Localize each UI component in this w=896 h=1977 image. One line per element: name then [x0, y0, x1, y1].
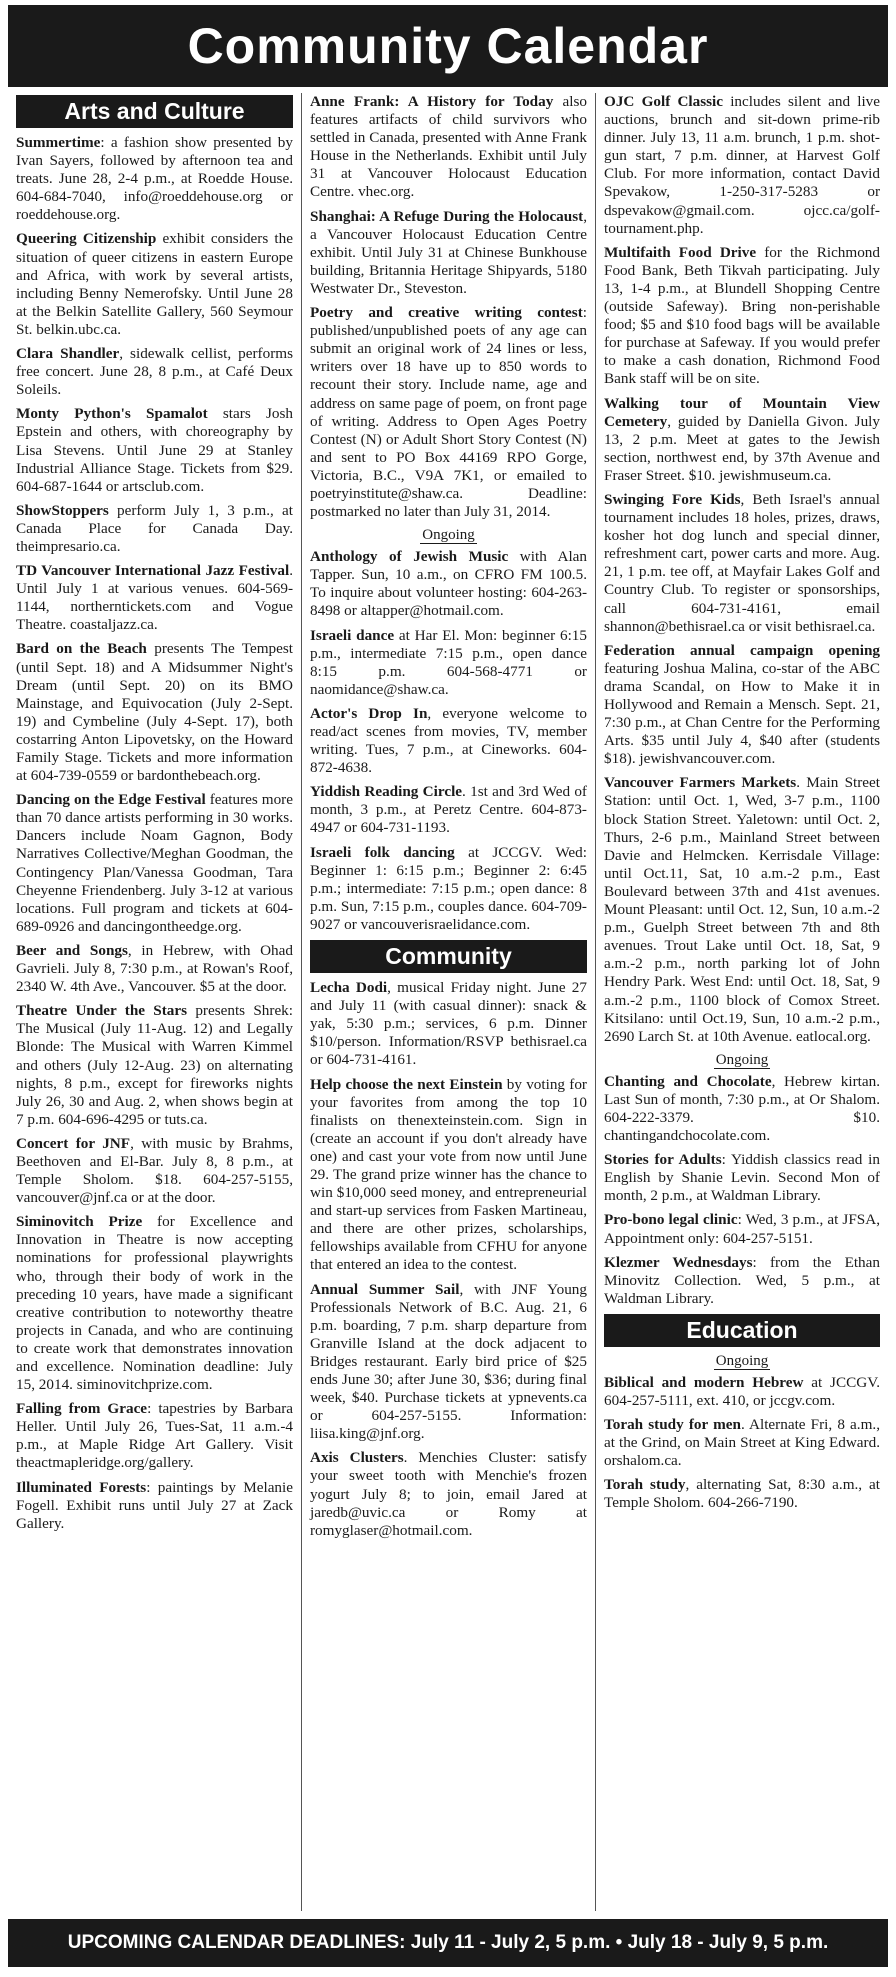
calendar-entry [16, 345, 293, 399]
calendar-entry [16, 791, 293, 936]
calendar-entry [604, 1073, 880, 1145]
entry-text: exhibit considers the situation of queer citizens in eastern Europe and Africa, with work by several artists, including Benny Nemerofsky. Until June 28 at the Belkin Satellite Gallery, 560 Seymour St. belkin.ubc.ca. [16, 230, 293, 338]
entry-title: Bard on the Beach [16, 640, 147, 658]
ongoing-label: Ongoing [715, 1051, 769, 1068]
calendar-entry [16, 230, 293, 339]
entry-title: TD Vancouver International Jazz Festival [16, 562, 290, 580]
entry-text: , alternating Sat, 8:30 a.m., at Temple Sholom. 604-266-7190. [604, 1476, 880, 1512]
entry-text: at JCCGV. Wed: Beginner 1: 6:15 p.m.; Beginner 2: 6:45 p.m.; intermediate: 7:15 p.m.; open dance: 8 p.m. Sun, 7:15 p.m., couples dance. 604-709-9027 or vancouverisraelidance.com. [310, 843, 587, 933]
entry-title: Anne Frank: A History for Today [310, 93, 554, 110]
calendar-entry [604, 1211, 880, 1247]
entry-text: : tapestries by Barbara Heller. Until July 26, Tues-Sat, 11 a.m.-4 p.m., at Maple Ridge Art Gallery. Visit theactmapleridge.org/gallery. [16, 1400, 294, 1472]
entry-title: Queering Citizenship [16, 230, 157, 248]
entry-title: Help choose the next Einstein [310, 1075, 503, 1093]
ongoing-subheader [604, 1353, 880, 1370]
entry-title: Torah study for men [604, 1416, 741, 1434]
entry-text: presents Shrek: The Musical (July 11-Aug. 12) and Legally Blonde: The Musical with Warren Kimmel and others (July 12-Aug. 23) on alternating nights, 8 p.m., except for fireworks nights July 26, 30 and Aug. 2, when shows begin at 7 p.m. 604-696-4295 or tuts.ca. [16, 1002, 293, 1128]
entry-title: Beer and Songs [16, 941, 128, 959]
entry-title: Stories for Adults [604, 1151, 722, 1169]
section-header-education: Education [604, 1314, 880, 1347]
entry-text: : Yiddish classics read in English by Shanie Levin. Second Mon of month, 2 p.m., at Waldman Library. [604, 1151, 880, 1205]
entry-text: , with JNF Young Professionals Network of B.C. Aug. 21, 6 p.m. boarding, 7 p.m. sharp departure from Granville Island at the dock adjacent to Bridges restaurant. Early bird price of $25 ends June 30; after June 30, $36; during final week, $40. Purchase tickets at ypnevents.ca or 604-257-5155. Information: liisa.king@jnf.org. [310, 1280, 587, 1443]
entry-title: Concert for JNF [16, 1134, 131, 1152]
entry-title: Dancing on the Edge Festival [16, 791, 206, 809]
entry-text: . Alternate Fri, 8 a.m., at the Grind, on Main Street at King Edward. orshalom.ca. [604, 1416, 880, 1470]
entry-text: also features artifacts of child survivors who settled in Canada, presented with Anne Frank House in the Netherlands. Exhibit until July 31 at Vancouver Holocaust Education Centre. vhec.org. [310, 93, 587, 201]
calendar-entry [604, 1374, 880, 1410]
calendar-entry [604, 1254, 880, 1308]
ongoing-subheader [310, 527, 587, 544]
calendar-entry [604, 244, 880, 389]
entry-text: with Alan Tapper. Sun, 10 a.m., on CFRO FM 100.5. To inquire about volunteer hosting: 604-263-8498 or altapper@hotmail.com. [310, 548, 587, 620]
ongoing-subheader [604, 1052, 880, 1069]
entry-title: Falling from Grace [16, 1400, 148, 1418]
entry-text: by voting for your favorites from among the top 10 finalists on thenexteinstein.com. Sign in (create an account if you don't already have one) and cast your vote from now until June 29. The grand prize winner has the chance to win $10,000 seed money, and entrepreneurial and start-up services from Fasken Martineau, and there are other prizes, scholarships, fellowships available from CFHU for anyone that entered an idea to the contest. [310, 1075, 587, 1274]
entry-title: ShowStoppers [16, 501, 109, 519]
entry-text: : paintings by Melanie Fogell. Exhibit runs until July 27 at Zack Gallery. [16, 1478, 293, 1532]
calendar-entry [604, 642, 880, 769]
entry-title: OJC Golf Classic [604, 93, 724, 110]
entry-text: perform July 1, 3 p.m., at Canada Place for Canada Day. theimpresario.ca. [16, 501, 293, 555]
community-list-continued [604, 93, 880, 1046]
calendar-entry [310, 705, 587, 777]
entry-title: Siminovitch Prize [16, 1213, 143, 1231]
entry-title: Pro-bono legal clinic [604, 1211, 738, 1229]
deadlines-footer: UPCOMING CALENDAR DEADLINES: July 11 - July 2, 5 p.m. • July 18 - July 9, 5 p.m. [8, 1919, 888, 1967]
calendar-entry [310, 1281, 587, 1444]
calendar-entry [604, 1151, 880, 1205]
entry-text: stars Josh Epstein and others, with choreography by Lisa Stevens. Until June 29 at Stanley Industrial Alliance Stage. Tickets from $29. 604-687-1644 or artsclub.com. [16, 405, 293, 495]
entry-text: . Until July 1 at various venues. 604-569-1144, northerntickets.com and Vogue Theatre. coastaljazz.ca. [16, 562, 293, 634]
entry-text: , in Hebrew, with Ohad Gavrieli. July 8, 7:30 p.m., at Rowan's Roof, 2340 W. 4th Ave., Vancouver. $5 at the door. [16, 941, 293, 996]
calendar-entry [604, 1416, 880, 1470]
entry-title: Theatre Under the Stars [16, 1002, 188, 1020]
entry-text: : a fashion show presented by Ivan Sayers, followed by afternoon tea and treats. June 28, 2-4 p.m., at Roedde House. 604-684-7040, info@roeddehouse.org or roeddehouse.org. [16, 134, 293, 224]
calendar-entry [16, 405, 293, 495]
entry-text: features more than 70 dance artists performing in 30 works. Dancers include Noam Gagnon, Body Narratives Collective/Meghan Goodman, the Contingency Plan/Vanessa Goodman, Tara Cheyenne Friendenberg. July 3-12 at various locations. Full program and tickets at 604-689-0926 and dancingontheedge.org. [16, 791, 293, 935]
entry-text: , Beth Israel's annual tournament includes 18 holes, prizes, draws, kosher hot dog lunch and special dinner, refreshment cart, power carts and more. Aug. 21, 1 p.m. tee off, at Mayfair Lakes Golf and Country Club. To register or sponsorships, call 604-731-4161, email shannon@bethisrael.ca or visit bethisrael.ca. [604, 490, 881, 635]
entry-text: , a Vancouver Holocaust Education Centre exhibit. Until July 31 at Chinese Bunkhouse building, Britannia Heritage Shipyards, 5180 Westwater Dr., Steveston. [310, 207, 587, 297]
calendar-entry [16, 640, 293, 785]
entry-title: Anthology of Jewish Music [310, 548, 509, 566]
calendar-entry [604, 395, 880, 485]
calendar-columns [8, 93, 888, 1911]
calendar-entry [310, 208, 587, 298]
entry-title: Illuminated Forests [16, 1478, 147, 1496]
entry-title: Multifaith Food Drive [604, 243, 757, 261]
entry-title: Monty Python's Spamalot [16, 405, 208, 423]
calendar-entry [310, 783, 587, 837]
entry-text: , guided by Daniella Givon. July 13, 2 p.m. Meet at gates to the Jewish section, northwest end, by 37th Avenue and Fraser Street. $10. jewishmuseum.ca. [604, 412, 880, 484]
entry-text: . 1st and 3rd Wed of month, 3 p.m., at Peretz Centre. 604-873-4947 or 604-731-1193. [310, 783, 587, 837]
entry-text: presents The Tempest (until Sept. 18) and A Midsummer Night's Dream (until Sept. 20) on its BMO Mainstage, and Equivocation (July 2-Sept. 19) and Cymbeline (July 4-Sept. 17), both costarring Anton Lipovetsky, on the Howard Family Stage. Tickets and more information at 604-739-0559 or bardonthebeach.org. [16, 640, 293, 785]
calendar-entry [604, 491, 880, 636]
entry-text: , with music by Brahms, Beethoven and El-Bar. July 8, 8 p.m., at Temple Sholom. $18. 604-257-5155, vancouver@jnf.ca or at the door. [16, 1134, 293, 1207]
education-list [604, 1374, 880, 1513]
calendar-entry [16, 502, 293, 556]
entry-title: Torah study [604, 1476, 686, 1494]
entry-title: Biblical and modern Hebrew [604, 1373, 804, 1391]
calendar-entry [16, 134, 293, 224]
calendar-entry [604, 93, 880, 238]
calendar-entry [16, 1135, 293, 1207]
entry-text: : Wed, 3 p.m., at JFSA, Appointment only: 604-257-5151. [604, 1211, 880, 1247]
section-header-community: Community [310, 940, 587, 973]
entry-title: Poetry and creative writing contest [310, 304, 583, 322]
calendar-entry [16, 1213, 293, 1394]
entry-text: , everyone welcome to read/act scenes from movies, TV, member writing. Tues, 7 p.m., at Cineworks. 604-872-4638. [310, 704, 587, 777]
entry-text: at JCCGV. 604-257-5111, ext. 410, or jccgv.com. [604, 1373, 880, 1409]
column-3 [595, 93, 888, 1911]
calendar-entry [16, 1002, 293, 1129]
calendar-entry [16, 562, 293, 634]
calendar-entry [16, 1400, 293, 1472]
entry-text: for Excellence and Innovation in Theatre is now accepting nominations for professional playwrights who, through their body of work in the preceding 10 years, have made a significant creative contribution to noteworthy theatre projects in Canada, and who are continuing to create work that demonstrates innovation and excellence. Nomination deadline: July 15, 2014. siminovitchprize.com. [16, 1213, 293, 1394]
arts-list-continued [310, 93, 587, 521]
entry-title: Walking tour of Mountain View Cemetery [604, 394, 880, 430]
entry-text: . Main Street Station: until Oct. 1, Wed, 3-7 p.m., 1100 block Station Street. Yaletown: until Oct. 2, Thurs, 2-6 p.m., Mainland Street between Davie and Helmcken. Kerrisdale Village: until Oct.11, Sat, 10 a.m.-2 p.m., East Boulevard between 37th and 41st avenues. Mount Pleasant: until Oct. 12, Sun, 10 a.m.-2 p.m., Guelph Street between 7th and 8th avenues. Trout Lake until Oct. 18, Sat, 9 a.m.-2 p.m., north parking lot of John Hendry Park. West End: until Oct. 18, Sat, 9 a.m.-2 p.m., 1100 block of Comox Street. Kitsilano: until Oct.19, Sun, 10 a.m.-2 p.m., 2690 Larch St. at 10th Avenue. eatlocal.org. [604, 774, 880, 1045]
community-list [310, 979, 587, 1540]
entry-title: Axis Clusters [310, 1449, 404, 1467]
entry-title: Yiddish Reading Circle [310, 783, 463, 801]
entry-title: Clara Shandler [16, 345, 120, 363]
calendar-entry [310, 1076, 587, 1275]
arts-ongoing-list [310, 548, 587, 934]
calendar-entry [310, 548, 587, 620]
entry-text: , sidewalk cellist, performs free concert. June 28, 8 p.m., at Café Deux Soleils. [16, 345, 293, 399]
entry-title: Israeli dance [310, 626, 395, 644]
entry-text: . Menchies Cluster: satisfy your sweet tooth with Menchie's frozen yogurt July 8; to join, email Jared at jaredb@uvic.ca or Romy at romyglaser@hotmail.com. [310, 1449, 587, 1539]
calendar-entry [16, 1479, 293, 1533]
calendar-entry [310, 93, 587, 202]
entry-title: Actor's Drop In [310, 704, 428, 722]
entry-title: Annual Summer Sail [310, 1280, 460, 1298]
arts-list [16, 134, 293, 1533]
calendar-entry [16, 942, 293, 996]
calendar-entry [310, 304, 587, 521]
entry-text: : published/unpublished poets of any age can submit an original work of 24 lines or less, writers over 18 have up to 850 words to recount their story. Include name, age and address on same page of poem, on front page of writing. Address to Open Ages Poetry Contest (N) or Adult Short Story Contest (N) and sent to PO Box 44169 RPO Gorge, Victoria, B.C., V9A 7K1, or emailed to poetryinstitute@shaw.ca. Deadline: postmarked no later than July 31, 2014. [310, 304, 587, 521]
entry-text: for the Richmond Food Bank, Beth Tikvah participating. July 13, 1-4 p.m., at Blundell Shopping Centre (outside Safeway). Bring non-perishable food; $5 and $10 food bags will be available for purchase at Safeway. If you would prefer to make a cash donation, Richmond Food Bank staff will be on site. [604, 243, 880, 388]
entry-title: Israeli folk dancing [310, 843, 455, 861]
calendar-entry [310, 1449, 587, 1539]
entry-text: , musical Friday night. June 27 and July 11 (with casual dinner): snack & yak, 5:30 p.m.; services, 6 p.m. Dinner $10/person. Information/RSVP bethisrael.ca or 604-731-4161. [310, 979, 587, 1069]
entry-title: Federation annual campaign opening [604, 641, 880, 659]
calendar-entry [604, 774, 880, 1045]
calendar-entry [310, 627, 587, 699]
ongoing-label: Ongoing [715, 1352, 769, 1369]
entry-text: at Har El. Mon: beginner 6:15 p.m., intermediate 7:15 p.m., open dance 8:15 p.m. 604-568-4771 or naomidance@shaw.ca. [310, 626, 587, 698]
column-2 [301, 93, 595, 1911]
community-ongoing-list [604, 1073, 880, 1308]
calendar-entry [310, 979, 587, 1069]
section-header-arts: Arts and Culture [16, 95, 293, 128]
entry-title: Vancouver Farmers Markets [604, 774, 797, 792]
newspaper-page [8, 5, 888, 1967]
entry-title: Lecha Dodi [310, 979, 388, 997]
entry-text: featuring Joshua Malina, co-star of the ABC drama Scandal, on How to Make it in Hollywood and Remain a Mensch. Sept. 21, 7:30 p.m., at Chan Centre for the Performing Arts. $35 until July 4, $40 after (students $18). jewishvancouver.com. [604, 659, 880, 768]
entry-title: Summertime [16, 134, 101, 151]
entry-title: Chanting and Chocolate [604, 1072, 772, 1090]
calendar-entry [604, 1476, 880, 1512]
entry-text: includes silent and live auctions, brunch and sit-down prime-rib dinner. July 13, 11 a.m. brunch, 1 p.m. shot-gun start, 7 p.m. dinner, at Harvest Golf Club. For more information, contact David Spevakow, 1-250-317-5283 or dspevakow@gmail.com. ojcc.ca/golf-tournament.php. [604, 93, 881, 237]
page-title: Community Calendar [8, 5, 888, 87]
calendar-entry [310, 844, 587, 934]
ongoing-label: Ongoing [422, 527, 475, 544]
entry-title: Klezmer Wednesdays [604, 1253, 753, 1271]
entry-text: , Hebrew kirtan. Last Sun of month, 7:30 p.m., at Or Shalom. 604-222-3379. $10. chantingandchocolate.com. [604, 1072, 880, 1145]
column-1 [8, 93, 301, 1911]
entry-title: Swinging Fore Kids [604, 490, 741, 508]
entry-title: Shanghai: A Refuge During the Holocaust [310, 207, 584, 225]
entry-text: : from the Ethan Minovitz Collection. Wed, 5 p.m., at Waldman Library. [604, 1253, 880, 1307]
